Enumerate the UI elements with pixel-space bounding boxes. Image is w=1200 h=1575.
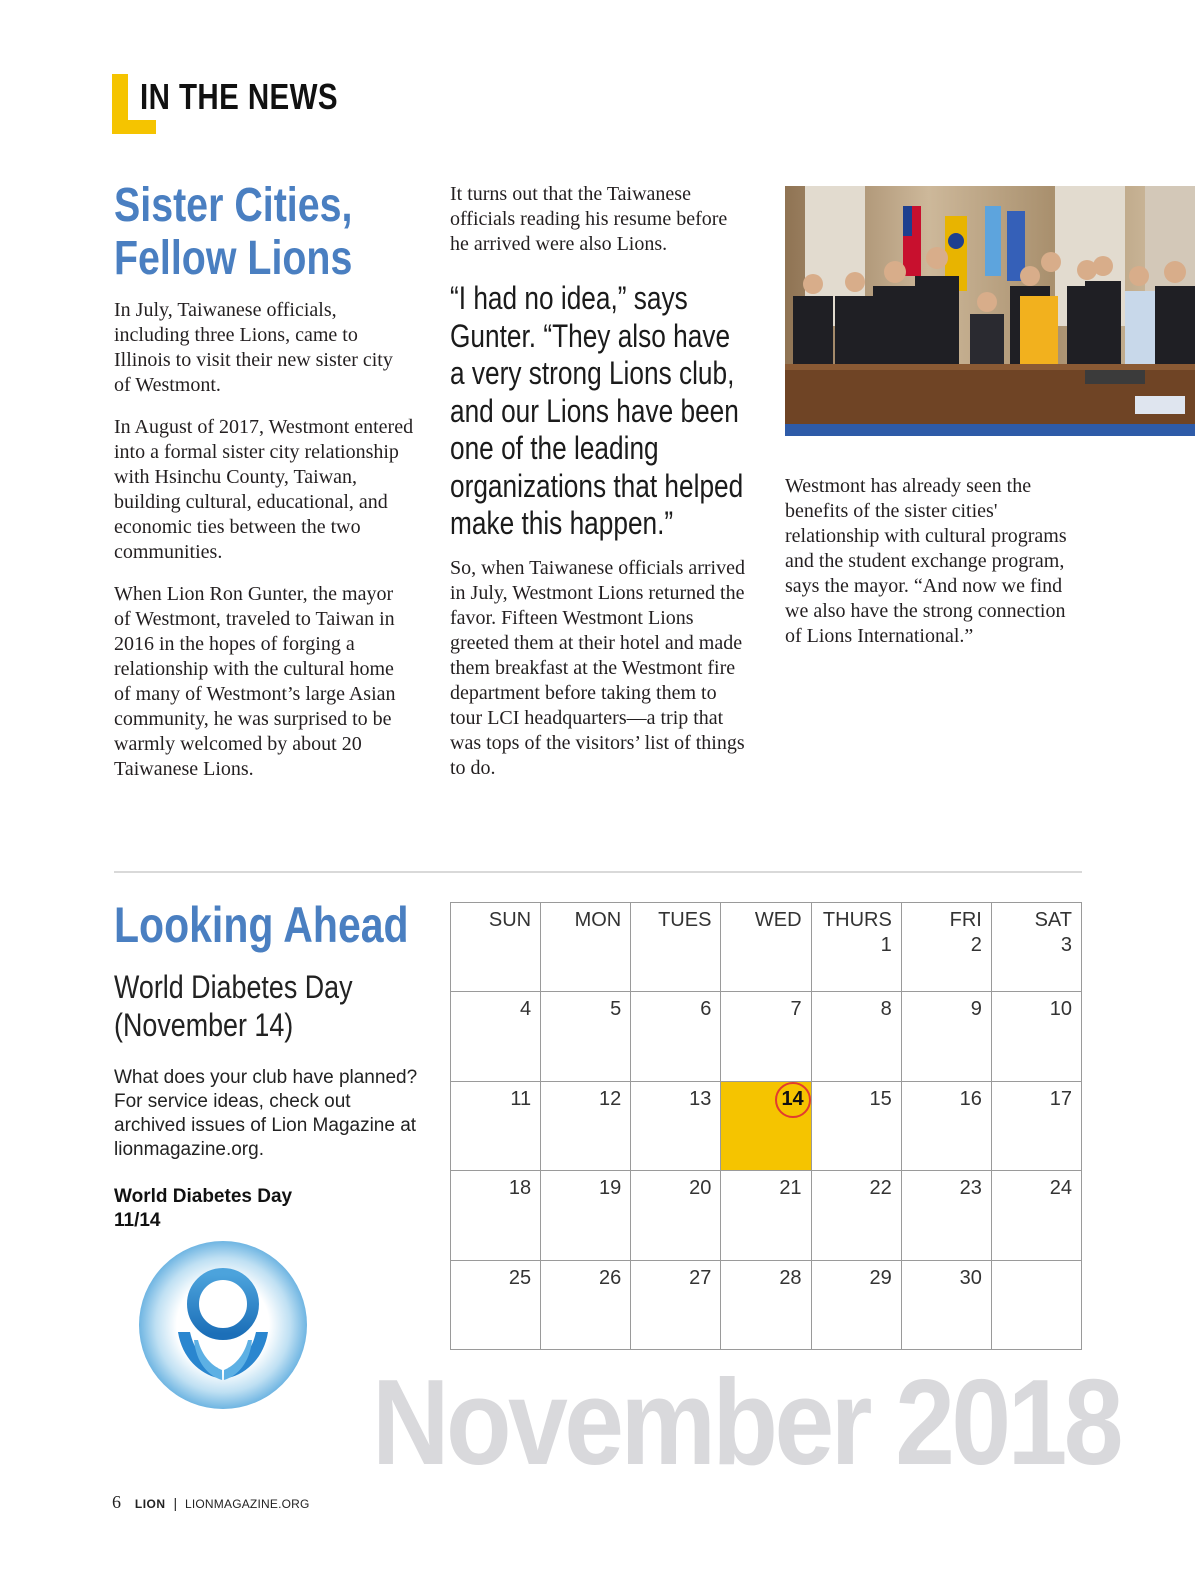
calendar-day: 7 bbox=[721, 992, 811, 1081]
footer-brand: LION bbox=[134, 1497, 166, 1511]
calendar-day: 28 bbox=[721, 1260, 811, 1349]
calendar-day: 12 bbox=[541, 1081, 631, 1170]
calendar-day: 24 bbox=[991, 1171, 1081, 1260]
calendar-day: 25 bbox=[451, 1260, 541, 1349]
day-name: FRI bbox=[949, 909, 982, 931]
page-number: 6 bbox=[112, 1492, 121, 1512]
day-name: SAT bbox=[1034, 909, 1072, 931]
page-footer bbox=[112, 1492, 310, 1513]
calendar-day: 18 bbox=[451, 1171, 541, 1260]
calendar-day: 21 bbox=[721, 1171, 811, 1260]
article-paragraph: In July, Taiwanese officials, including three Lions, came to Illinois to visit their new sister city of Westmont. bbox=[114, 299, 393, 396]
calendar-day-highlighted bbox=[721, 1081, 811, 1170]
calendar-day: 6 bbox=[631, 992, 721, 1081]
calendar-day: FRI 2 bbox=[901, 903, 991, 992]
article-headline: Sister Cities, Fellow Lions bbox=[114, 179, 353, 285]
calendar-day: 9 bbox=[901, 992, 991, 1081]
calendar-day: 27 bbox=[631, 1260, 721, 1349]
calendar-day: SAT 3 bbox=[991, 903, 1081, 992]
section-title: IN THE NEWS bbox=[140, 76, 339, 117]
day-name: MON bbox=[574, 909, 622, 931]
calendar-day: 4 bbox=[451, 992, 541, 1081]
calendar-day: 16 bbox=[901, 1081, 991, 1170]
calendar-week bbox=[451, 1171, 1082, 1260]
group-photo bbox=[785, 186, 1195, 436]
calendar-day: 5 bbox=[541, 992, 631, 1081]
calendar-day: 26 bbox=[541, 1260, 631, 1349]
day-name: SUN bbox=[488, 909, 532, 931]
event-date-label bbox=[114, 1185, 424, 1233]
article-paragraph: When Lion Ron Gunter, the mayor of Westmont, traveled to Taiwan in 2016 in the hopes of forging a relationship with the cultural home of many of Westmont’s large Asian community, he was surprised to be warmly welcomed by about 20 Taiwanese Lions. bbox=[114, 583, 396, 780]
day-name: TUES bbox=[658, 909, 712, 931]
calendar-day: 30 bbox=[901, 1260, 991, 1349]
calendar-day bbox=[541, 903, 631, 992]
highlight-circle: 14 bbox=[775, 1082, 811, 1118]
section-divider bbox=[114, 871, 1082, 873]
article-column-1 bbox=[114, 298, 414, 799]
calendar-week bbox=[451, 903, 1082, 992]
calendar-grid bbox=[450, 902, 1082, 1350]
article-column-2-intro: It turns out that the Taiwanese officials reading his resume before he arrived were also Lions. bbox=[450, 183, 728, 255]
pull-quote: “I had no idea,” says Gunter. “They also have a very strong Lions club, and our Lions have been one of the leading organizations that helped make this happen.” bbox=[450, 280, 744, 541]
calendar-day bbox=[451, 903, 541, 992]
calendar-day: 22 bbox=[811, 1171, 901, 1260]
event-name: World Diabetes Day bbox=[114, 1186, 293, 1207]
calendar-day: 20 bbox=[631, 1171, 721, 1260]
group-photo-illustration bbox=[785, 186, 1195, 436]
calendar-day: 11 bbox=[451, 1081, 541, 1170]
footer-site: LIONMAGAZINE.ORG bbox=[184, 1497, 310, 1511]
article-paragraph: In August of 2017, Westmont entered into a formal sister city relationship with Hsinchu County, Taiwan, building cultural, educational, and economic ties between the two communities. bbox=[114, 416, 414, 563]
article-column-2-body: So, when Taiwanese officials arrived in July, Westmont Lions returned the favor. Fifteen Westmont Lions greeted them at their hotel and made them breakfast at the Westmont fire department before taking them to tour LCI headquarters—a trip that was tops of the visitors’ list of things to do. bbox=[450, 557, 745, 779]
looking-ahead-headline: Looking Ahead bbox=[114, 897, 409, 953]
day-name: WED bbox=[754, 909, 802, 931]
calendar-week bbox=[451, 1260, 1082, 1349]
calendar-week bbox=[451, 992, 1082, 1081]
calendar-day: 19 bbox=[541, 1171, 631, 1260]
calendar-day: 13 bbox=[631, 1081, 721, 1170]
calendar-week bbox=[451, 1081, 1082, 1170]
event-description: What does your club have planned? For service ideas, check out archived issues of Lion Magazine at lionmagazine.org. bbox=[114, 1067, 418, 1160]
calendar-day bbox=[631, 903, 721, 992]
calendar-day: 29 bbox=[811, 1260, 901, 1349]
calendar-day: THURS 1 bbox=[811, 903, 901, 992]
event-date: 11/14 bbox=[114, 1210, 161, 1231]
calendar-day: 23 bbox=[901, 1171, 991, 1260]
calendar-day bbox=[721, 903, 811, 992]
day-name: THURS bbox=[822, 909, 892, 931]
calendar-day bbox=[991, 1260, 1081, 1349]
calendar-month-title: November 2018 bbox=[372, 1354, 1120, 1490]
calendar-day: 15 bbox=[811, 1081, 901, 1170]
footer-separator: | bbox=[173, 1495, 178, 1511]
article-column-3: Westmont has already seen the benefits of the sister cities' relationship with cultural programs and the student exchange program, says the mayor. “And now we find we also have the strong connection of Lions International.” bbox=[785, 475, 1067, 647]
diabetes-circle-icon bbox=[138, 1240, 308, 1410]
event-title: World Diabetes Day (November 14) bbox=[114, 969, 353, 1043]
calendar-day: 8 bbox=[811, 992, 901, 1081]
calendar-day: 10 bbox=[991, 992, 1081, 1081]
calendar-day: 17 bbox=[991, 1081, 1081, 1170]
